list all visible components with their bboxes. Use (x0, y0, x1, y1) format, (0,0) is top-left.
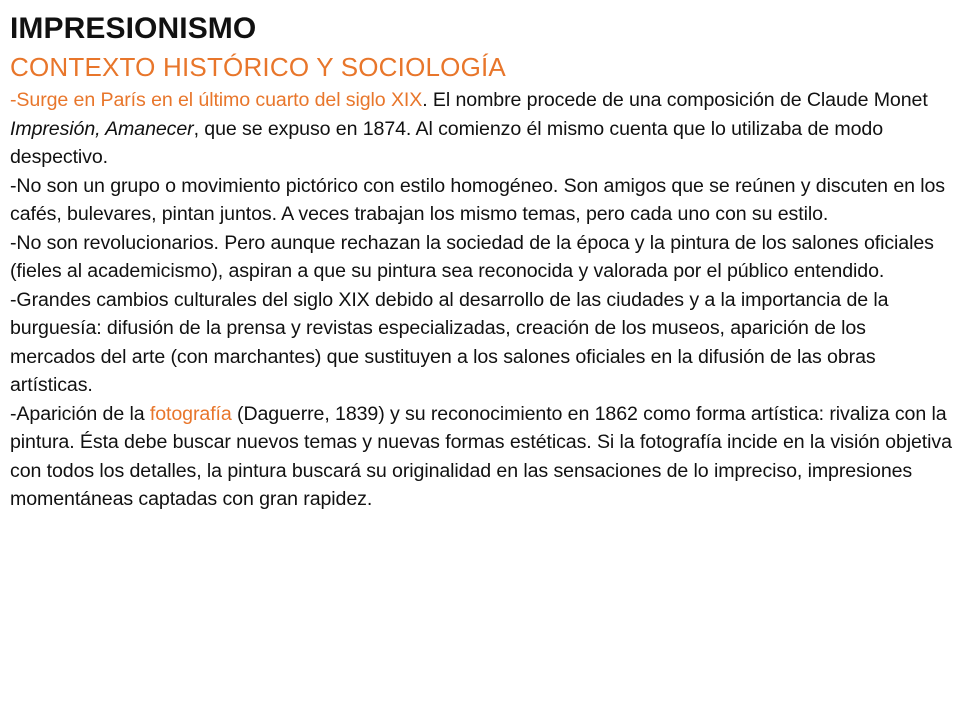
highlight-origin: -Surge en París en el último cuarto del siglo XIX (10, 89, 423, 111)
paragraph-origin-text-a: . El nombre procede de una composición de Claude Monet (422, 89, 928, 111)
slide-title: IMPRESIONISMO (10, 12, 257, 45)
slide-subtitle: CONTEXTO HISTÓRICO Y SOCIOLOGÍA (10, 52, 506, 82)
paragraph-group: -No son un grupo o movimiento pictórico con estilo homogéneo. Son amigos que se reúnen y discuten en los cafés, bulevares, pintan juntos. A veces trabajan los mismo temas, pero cada uno con su estilo. (10, 174, 946, 225)
slide-body (10, 86, 954, 514)
artwork-title: Impresión, Amanecer (10, 117, 194, 140)
paragraph-not-revolutionary: -No son revolucionarios. Pero aunque rechazan la sociedad de la época y la pintura de los salones oficiales (fieles al academicismo), aspiran a que su pintura sea reconocida y valorada por el público entendido. (10, 231, 934, 282)
paragraph-photography-text-b: (Daguerre, 1839) y su reconocimiento en 1862 como forma artística: rivaliza con la pintura. Ésta debe buscar nuevos temas y nuevas formas estéticas. Si la fotografía incide en la visión objetiva con todos los detalles, la pintura buscará su originalidad en las sensaciones de lo impreciso, impresiones momentáneas captadas con gran rapidez. (10, 402, 952, 510)
paragraph-photography (10, 400, 954, 514)
paragraph-photography-text-a: -Aparición de la (10, 402, 150, 425)
paragraph-origin (10, 86, 954, 172)
paragraph-origin-text-b: , que se expuso en 1874. Al comienzo él mismo cuenta que lo utilizaba de modo despectivo. (10, 117, 883, 168)
slide (10, 10, 954, 514)
paragraph-cultural-changes: -Grandes cambios culturales del siglo XIX debido al desarrollo de las ciudades y a la importancia de la burguesía: difusión de la prensa y revistas especializadas, creación de los museos, aparición de los mercados del arte (con marchantes) que sustituyen a los salones oficiales en la difusión de las obras artísticas. (10, 288, 889, 396)
highlight-photography: fotografía (149, 402, 232, 425)
